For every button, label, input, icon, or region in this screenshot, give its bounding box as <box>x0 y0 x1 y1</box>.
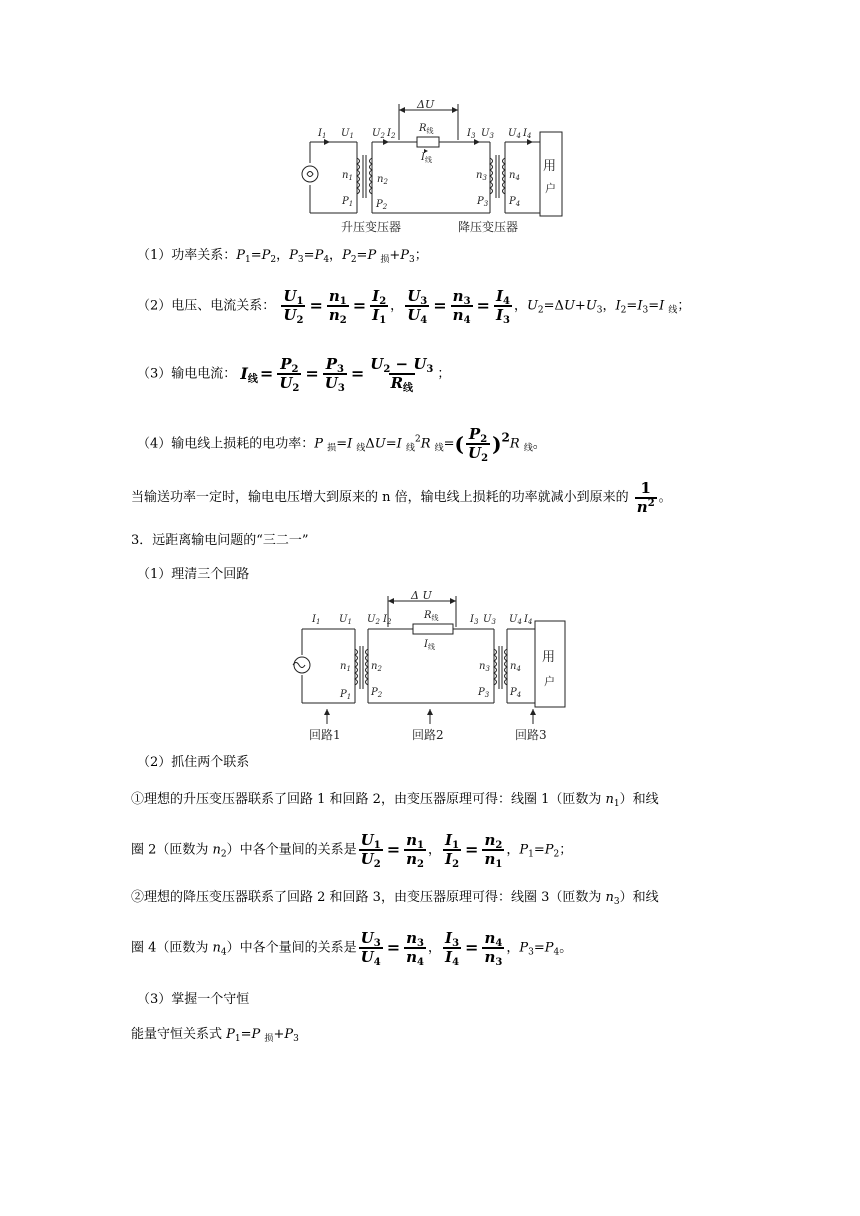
loop-3-label: 回路3 <box>515 728 547 742</box>
loop-2-label: 回路2 <box>412 728 444 742</box>
svg-text:P3: $P_3$ <box>477 196 489 208</box>
subheading-1: （1）理清三个回路 <box>137 567 250 582</box>
fraction-u1-u2: $\frac{U_1}{U_2}$ <box>283 287 304 326</box>
svg-text:I3: $I_3$ <box>467 128 476 140</box>
svg-text:I2: $I_2$ <box>383 614 392 626</box>
svg-text:I1: $I_1$ <box>318 128 327 140</box>
svg-text:I1: $I_1$ <box>312 614 321 626</box>
svg-text:n1: $n_1$ <box>342 170 353 182</box>
subheading-3: （3）掌握一个守恒 <box>137 992 250 1007</box>
conclusion: 当输送功率一定时，输电电压增大到原来的 n 倍，输电线上损耗的功率就减小到原来的 $\frac{1}{n^2}$ 。 <box>131 478 672 516</box>
svg-text:P1: $P_1$ <box>340 689 352 701</box>
svg-text:U3: $U_3$ <box>483 614 496 626</box>
svg-text:P3: $P_3$ <box>478 687 490 699</box>
fraction-1-n2: $\frac{1}{n^2}$ <box>636 478 655 516</box>
svg-text:U2: $U_2$ <box>367 614 380 626</box>
loop-1-label: 回路1 <box>309 728 341 742</box>
svg-text:n4: $n_4$ <box>509 170 520 182</box>
svg-text:P2: $P_2$ <box>376 199 388 211</box>
svg-text:I4: $I_4$ <box>523 128 532 140</box>
fraction-i4-i3: $\frac{I_4}{I_3}$ <box>495 287 510 326</box>
item-3-label: （3）输电电流： <box>137 366 237 382</box>
svg-text:P4: $P_4$ <box>510 687 522 699</box>
three-loop-diagram <box>287 591 577 743</box>
item-3: （3）输电电流： $I_线$ = $\frac{P_2}{U_2}$ = $\frac{P_3}{U_3}$ = $\frac{U_2 - U_3}{R_线}$ ； <box>137 355 451 394</box>
svg-text:I线: $I_线$ <box>421 152 432 164</box>
item-2-label: （2）电压、电流关系： <box>137 298 276 314</box>
svg-text:P2: $P_2$ <box>371 687 383 699</box>
svg-text:n2: $n_2$ <box>371 661 382 673</box>
item-4: （4）输电线上损耗的电功率：P $_损$=I $_线$ΔU=I $_线^2$R $_线$=( $\frac{P_2}{U_2}$ )$^2$R $_线$。 <box>137 425 546 464</box>
fraction-n3-n4: $\frac{n_3}{n_4}$ <box>452 287 471 326</box>
paragraph-1-line-1: ①理想的升压变压器联系了回路 1 和回路 2，由变压器原理可得：线圈 1（匝数为 $n_1$）和线 <box>131 792 659 809</box>
svg-text:R线: $R_线$ <box>419 123 434 135</box>
paragraph-2-line-2: 圈 4（匝数为 $n_4$）中各个量间的关系是 $\frac{U_3}{U_4}$ = $\frac{n_3}{n_4}$ ， $\frac{I_3}{I_4}$ = $\frac{n_4}{n_3}$ ，$P_3=P_4$。 <box>131 929 573 968</box>
svg-text:用: 用 <box>542 650 556 665</box>
svg-text:U4: $U_4$ <box>509 614 522 626</box>
svg-text:户: 户 <box>544 675 555 688</box>
fraction-i1-i2: $\frac{I_1}{I_2}$ <box>445 831 460 870</box>
subheading-2: （2）抓住两个联系 <box>137 755 250 770</box>
item-2: （2）电压、电流关系： $\frac{U_1}{U_2}$ = $\frac{n_1}{n_2}$ = $\frac{I_2}{I_1}$ ， $\frac{U_3}{U_4}$ = $\frac{n_3}{n_4}$ = $\frac{I_4}{I_3}$ ，$U_2=\Delta U+U_3$，$I_2=I_3=I$ $_线$； <box>137 287 691 326</box>
svg-text:R线: $R_线$ <box>424 610 439 622</box>
svg-text:降压变压器: 降压变压器 <box>458 220 519 234</box>
svg-text:n3: $n_3$ <box>476 170 487 182</box>
svg-text:n1: $n_1$ <box>340 661 351 673</box>
section-3-heading: 3．远距离输电问题的“三二一” <box>131 533 309 548</box>
item-1: （1）功率关系：$P_1=P_2$，$P_3=P_4$，$P_2=P$ $_损+P_3$； <box>137 248 428 265</box>
svg-text:Δ U: Δ U <box>411 591 432 602</box>
svg-text:n2: $n_2$ <box>377 174 388 186</box>
fraction-n4-n3: $\frac{n_4}{n_3}$ <box>484 929 503 968</box>
svg-text:U3: $U_3$ <box>481 128 494 140</box>
fraction-n2-n1: $\frac{n_2}{n_1}$ <box>484 831 503 870</box>
svg-text:I2: $I_2$ <box>387 128 396 140</box>
svg-text:I4: $I_4$ <box>524 614 533 626</box>
fraction-u3-u4: $\frac{U_3}{U_4}$ <box>407 287 428 326</box>
fraction-i3-i4: $\frac{I_3}{I_4}$ <box>445 929 460 968</box>
svg-text:U4: $U_4$ <box>508 128 521 140</box>
fraction-p3-u3: $\frac{P_3}{U_3}$ <box>324 355 345 394</box>
svg-text:I3: $I_3$ <box>470 614 479 626</box>
fraction-p2-u2: $\frac{P_2}{U_2}$ <box>279 355 300 394</box>
fraction-u1-u2-b: $\frac{U_1}{U_2}$ <box>360 831 381 870</box>
fraction-n1-n2: $\frac{n_1}{n_2}$ <box>328 287 347 326</box>
svg-text:U1: $U_1$ <box>339 614 352 626</box>
item-1-label: （1）功率关系： <box>137 248 237 263</box>
fraction-u3-u4-b: $\frac{U_3}{U_4}$ <box>360 929 381 968</box>
fraction-i2-i1: $\frac{I_2}{I_1}$ <box>372 287 387 326</box>
fraction-n1-n2-b: $\frac{n_1}{n_2}$ <box>406 831 425 870</box>
svg-text:P4: $P_4$ <box>509 196 521 208</box>
paragraph-1-line-2: 圈 2（匝数为 $n_2$）中各个量间的关系是 $\frac{U_1}{U_2}$ = $\frac{n_1}{n_2}$ ， $\frac{I_1}{I_2}$ = $\frac{n_2}{n_1}$ ，$P_1=P_2$； <box>131 831 573 870</box>
svg-text:n4: $n_4$ <box>510 661 521 673</box>
fraction-n3-n4-b: $\frac{n_3}{n_4}$ <box>406 929 425 968</box>
conclusion-text: 当输送功率一定时，输电电压增大到原来的 n 倍，输电线上损耗的功率就减小到原来的 <box>131 490 629 505</box>
svg-text:U2: $U_2$ <box>372 128 385 140</box>
svg-text:ΔU: ΔU <box>417 100 435 111</box>
fraction-p2-u2-squared: $\frac{P_2}{U_2}$ <box>468 425 489 464</box>
svg-text:U1: $U_1$ <box>341 128 354 140</box>
svg-text:n3: $n_3$ <box>479 661 490 673</box>
fraction-du-r: $\frac{U_2 - U_3}{R_线}$ <box>370 355 434 394</box>
svg-text:升压变压器: 升压变压器 <box>341 220 402 234</box>
energy-conservation: 能量守恒关系式 $P_1=P$ $_损+P_3$ <box>131 1027 299 1044</box>
transmission-circuit-diagram <box>295 100 570 235</box>
svg-text:用: 用 <box>543 159 557 174</box>
svg-text:P1: $P_1$ <box>342 196 354 208</box>
item-4-label: （4）输电线上损耗的电功率： <box>137 436 315 452</box>
svg-text:I线: $I_线$ <box>424 639 435 651</box>
svg-text:户: 户 <box>545 182 556 195</box>
paragraph-2-line-1: ②理想的降压变压器联系了回路 2 和回路 3，由变压器原理可得：线圈 3（匝数为 $n_3$）和线 <box>131 890 659 907</box>
